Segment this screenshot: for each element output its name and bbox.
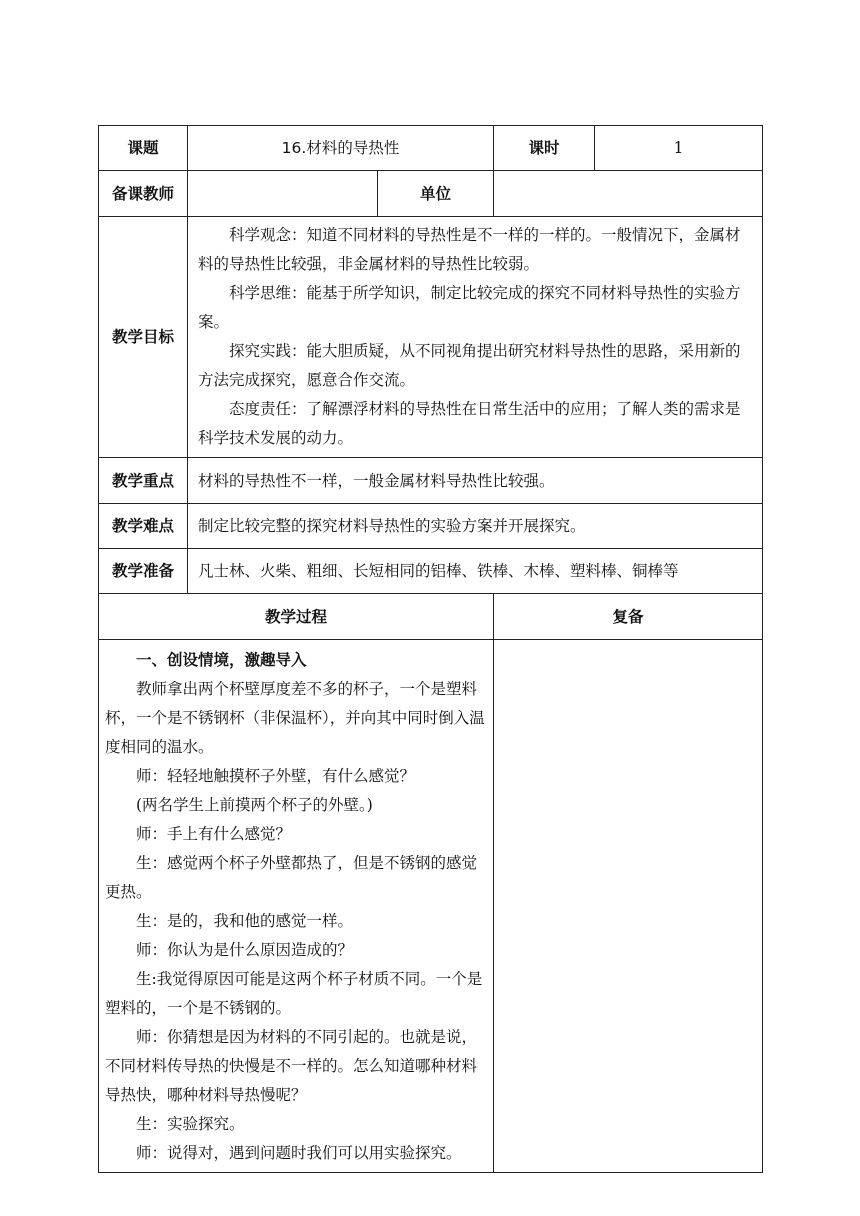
teacher-label: 备课教师 [99, 171, 188, 217]
preparation-row [99, 549, 763, 594]
topic-value: 16.材料的导热性 [188, 126, 494, 171]
process-header-row [99, 594, 763, 640]
process-paragraph: 教师拿出两个杯壁厚度差不多的杯子，一个是塑料杯，一个是不锈钢杯（非保温杯），并向其中同时倒入温度相同的温水。 [105, 680, 485, 756]
process-paragraph: 生:我觉得原因可能是这两个杯子材质不同。一个是塑料的，一个是不锈钢的。 [105, 970, 483, 1017]
process-paragraph: 生：感觉两个杯子外壁都热了，但是不锈钢的感觉更热。 [105, 854, 478, 901]
preparation-label: 教学准备 [99, 549, 188, 594]
objective-concept: 科学观念：知道不同材料的导热性是不一样的一样的。一般情况下，金属材料的导热性比较强，非金属材料的导热性比较弱。 [198, 226, 741, 273]
key-points-row [99, 458, 763, 504]
process-row [99, 640, 763, 1173]
period-label: 课时 [494, 126, 595, 171]
process-header-label: 教学过程 [99, 594, 494, 640]
unit-value [494, 171, 763, 217]
process-paragraph: 师：轻轻地触摸杯子外壁，有什么感觉？ [136, 767, 416, 785]
objective-thinking: 科学思维：能基于所学知识，制定比较完成的探究不同材料导热性的实验方案。 [198, 284, 741, 331]
process-paragraph: 师：你猜想是因为材料的不同引起的。也就是说，不同材料传导热的快慢是不一样的。怎么知道哪种材料导热快，哪种材料导热慢呢？ [105, 1028, 478, 1104]
teacher-row [99, 171, 763, 217]
unit-label: 单位 [378, 171, 494, 217]
lesson-plan-table [98, 125, 763, 1173]
process-content [99, 640, 494, 1173]
review-notes-cell [494, 640, 763, 1173]
difficulties-row [99, 504, 763, 549]
process-paragraph: (两名学生上前摸两个杯子的外壁。) [136, 796, 373, 814]
difficulties-value: 制定比较完整的探究材料导热性的实验方案并开展探究。 [188, 504, 763, 549]
preparation-value: 凡士林、火柴、粗细、长短相同的铝棒、铁棒、木棒、塑料棒、铜棒等 [188, 549, 763, 594]
objectives-content [188, 217, 763, 458]
teacher-value [188, 171, 378, 217]
difficulties-label: 教学难点 [99, 504, 188, 549]
process-paragraph: 师：你认为是什么原因造成的？ [136, 941, 354, 959]
period-value: 1 [595, 126, 763, 171]
objectives-row [99, 217, 763, 458]
process-paragraph: 师：手上有什么感觉？ [136, 825, 292, 843]
process-paragraph: 师：说得对，遇到问题时我们可以用实验探究。 [136, 1144, 462, 1162]
process-paragraph: 生：是的，我和他的感觉一样。 [136, 912, 354, 930]
objectives-label: 教学目标 [99, 217, 188, 458]
process-paragraph: 生：实验探究。 [136, 1115, 245, 1133]
key-points-value: 材料的导热性不一样，一般金属材料导热性比较强。 [188, 458, 763, 504]
process-heading: 一、创设情境，激趣导入 [136, 651, 307, 669]
objective-attitude: 态度责任：了解漂浮材料的导热性在日常生活中的应用；了解人类的需求是科学技术发展的动力。 [198, 400, 741, 447]
topic-label: 课题 [99, 126, 188, 171]
objective-practice: 探究实践：能大胆质疑，从不同视角提出研究材料导热性的思路，采用新的方法完成探究，愿意合作交流。 [198, 342, 741, 389]
topic-row [99, 126, 763, 171]
key-points-label: 教学重点 [99, 458, 188, 504]
review-header-label: 复备 [494, 594, 763, 640]
